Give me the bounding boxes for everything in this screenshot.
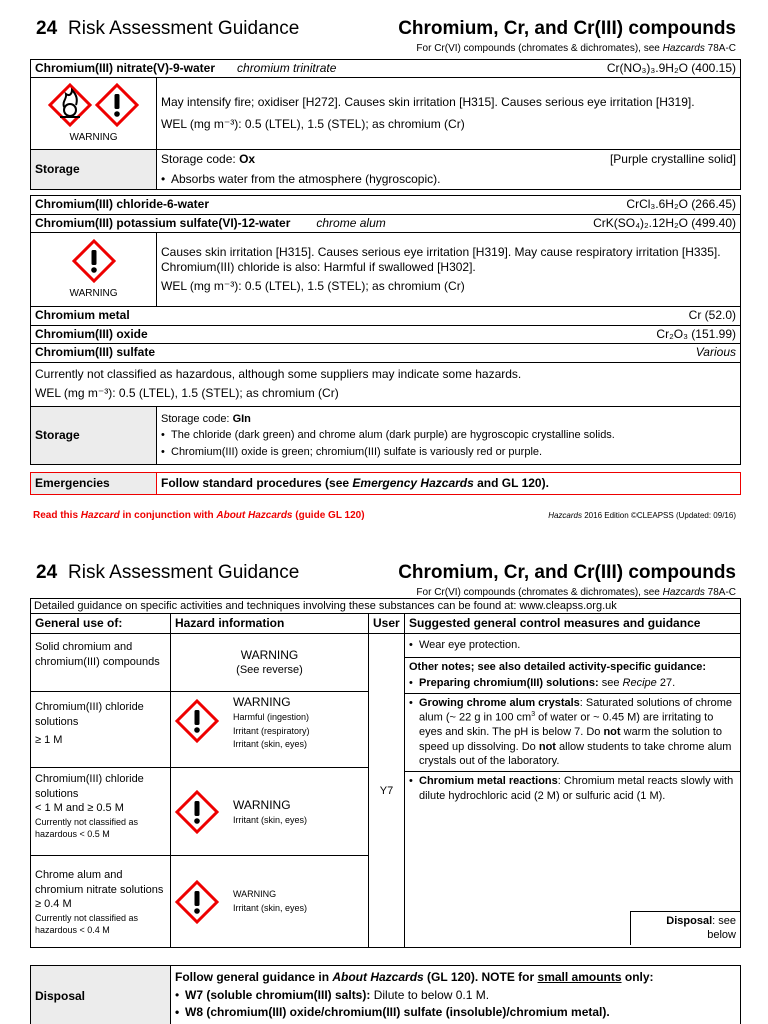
table-row xyxy=(31,233,741,307)
classification-note: Currently not classified as hazardous, although some suppliers may indicate some hazards. xyxy=(35,366,522,381)
card-title: Chromium, Cr, and Cr(III) compounds xyxy=(398,18,736,39)
hazard-statements-cell xyxy=(157,78,741,150)
control-cell xyxy=(405,634,741,948)
emergencies-label: Emergencies xyxy=(31,473,157,495)
exclamation-mark-icon xyxy=(72,239,116,283)
card-title: Chromium, Cr, and Cr(III) compounds xyxy=(398,562,736,583)
disposal-item: • W7 (soluble chromium(III) salts): Dilute to below 0.1 M. xyxy=(175,988,736,1004)
disposal-item: • W8 (chromium(III) oxide/chromium(III) sulfate (insoluble)/chromium metal). xyxy=(175,1005,736,1021)
signal-word: WARNING xyxy=(69,288,118,300)
control-item: • Wear eye protection. xyxy=(409,638,736,652)
chemical-alt-name: chromium trinitrate xyxy=(237,60,337,75)
chemical-name: Chromium(III) nitrate(V)-9-water xyxy=(35,60,216,75)
control-item: • Preparing chromium(III) solutions: see Recipe 27. xyxy=(409,676,736,690)
use-cell: Chromium(III) chloride solutions < 1 M and ≥ 0.5 M Currently not classified as hazardous < 0.5 M xyxy=(31,768,171,856)
hazard-statements-cell xyxy=(157,233,741,307)
storage-label: Storage xyxy=(31,150,157,190)
use-cell: Chrome alum and chromium nitrate solutions ≥ 0.4 M Currently not classified as hazardous < 0.4 M xyxy=(31,856,171,948)
storage-cell xyxy=(157,150,741,190)
pictogram-cell xyxy=(31,78,157,150)
chemical-formula: CrCl₃.6H₂O (266.45) xyxy=(626,197,736,211)
table-row xyxy=(31,634,741,692)
card-subtitle: For Cr(VI) compounds (chromates & dichromates), see Hazcards 78A-C xyxy=(416,43,736,54)
chemical-formula: CrK(SO₄)₂.12H₂O (499.40) xyxy=(593,215,736,230)
use-cell: Chromium(III) chloride solutions ≥ 1 M xyxy=(31,692,171,768)
pictogram-cell xyxy=(31,233,157,307)
column-header: Hazard information xyxy=(171,614,369,634)
table-row xyxy=(31,344,741,363)
exclamation-mark-icon xyxy=(95,83,139,127)
other-notes: Other notes; see also detailed activity-specific guidance: xyxy=(409,660,707,673)
hazard-cell: WARNING (See reverse) xyxy=(171,634,369,692)
storage-cell xyxy=(157,406,741,464)
chemical-formula: Cr₂O₃ (151.99) xyxy=(656,326,736,341)
page-footer xyxy=(33,510,736,526)
footer-edition: Hazcards 2016 Edition ©CLEAPSS (Updated: 09/16) xyxy=(548,511,736,520)
page-header xyxy=(36,558,736,598)
hazard-table xyxy=(30,59,741,465)
appearance: [Purple crystalline solid] xyxy=(609,151,736,166)
hazard-cell: WARNING Irritant (skin, eyes) xyxy=(171,768,369,856)
table-row xyxy=(31,966,741,1024)
classification-cell xyxy=(31,362,741,406)
chemical-name: Chromium(III) chloride-6-water xyxy=(35,197,210,211)
card-number: 24 xyxy=(36,18,58,39)
chemical-alt-name: chrome alum xyxy=(316,215,386,230)
storage-note: • Absorbs water from the atmosphere (hygroscopic). xyxy=(161,172,736,188)
disposal-guidance: Follow general guidance in About Hazcards (GL 120). NOTE for small amounts only: xyxy=(175,970,654,984)
table-row xyxy=(31,196,741,215)
table-row xyxy=(31,325,741,344)
card-subtitle: For Cr(VI) compounds (chromates & dichromates), see Hazcards 78A-C xyxy=(416,587,736,598)
exclamation-mark-icon xyxy=(175,699,219,743)
chemical-formula: Cr (52.0) xyxy=(688,308,736,323)
table-row xyxy=(31,78,741,150)
disposal-table xyxy=(30,965,741,1024)
table-row xyxy=(31,60,741,78)
emergencies-table xyxy=(30,472,741,495)
exclamation-mark-icon xyxy=(175,880,219,924)
table-row xyxy=(31,406,741,464)
disposal-label: Disposal xyxy=(31,966,171,1024)
footer-notice: Read this Hazcard in conjunction with About Hazcards (guide GL 120) xyxy=(33,510,365,521)
table-row xyxy=(31,150,741,190)
control-item: • Chromium metal reactions: Chromium metal reacts slowly with dilute hydrochloric acid (2 M) or sulfuric acid (1 M). xyxy=(409,774,736,803)
hazard-cell: WARNING Irritant (skin, eyes) xyxy=(171,856,369,948)
disposal-cell xyxy=(171,966,741,1024)
guidance-note: Detailed guidance on specific activities and techniques involving these substances can be found at: www.cleapss.org.uk xyxy=(31,599,741,614)
hazard-cell: WARNING Harmful (ingestion) Irritant (respiratory) Irritant (skin, eyes) xyxy=(171,692,369,768)
storage-label: Storage xyxy=(31,406,157,464)
hazard-statements: May intensify fire; oxidiser [H272]. Causes skin irritation [H315]. Causes serious eye irritation [H319]. xyxy=(161,94,695,109)
page-header xyxy=(36,14,736,54)
table-row xyxy=(31,362,741,406)
flame-over-circle-icon xyxy=(48,83,92,127)
section-title: Risk Assessment Guidance xyxy=(68,562,300,583)
table-row xyxy=(31,473,741,495)
emergencies-text: Follow standard procedures (see Emergency Hazcards and GL 120). xyxy=(157,473,741,495)
storage-code: Storage code: GIn xyxy=(161,412,251,425)
chemical-name: Chromium(III) sulfate xyxy=(35,345,156,360)
table-row xyxy=(31,307,741,326)
table-header-row xyxy=(31,614,741,634)
wel-statement: WEL (mg m⁻³): 0.5 (LTEL), 1.5 (STEL); as chromium (Cr) xyxy=(161,116,465,131)
hazard-statements: Causes skin irritation [H315]. Causes serious eye irritation [H319]. May cause respiratory irritation [H335]. Chromium(III) chloride is also: Harmful if swallowed [H302]. xyxy=(161,244,721,275)
exclamation-mark-icon xyxy=(175,790,219,834)
section-title: Risk Assessment Guidance xyxy=(68,18,300,39)
chemical-name: Chromium metal xyxy=(35,308,130,323)
user-code: Y7 xyxy=(369,634,405,948)
wel-statement: WEL (mg m⁻³): 0.5 (LTEL), 1.5 (STEL); as chromium (Cr) xyxy=(35,386,339,401)
chemical-formula: Various xyxy=(695,345,736,360)
signal-word: WARNING xyxy=(69,132,118,144)
wel-statement: WEL (mg m⁻³): 0.5 (LTEL), 1.5 (STEL); as chromium (Cr) xyxy=(161,278,465,293)
table-row xyxy=(31,214,741,233)
control-item: • Growing chrome alum crystals: Saturated solutions of chrome alum (~ 22 g in 100 $cm^3$ of water or ~ 0.45 M) are irritating to eyes and skin. The pH is below 7. Do not warm the solution to speed up dissolving. Do not allow students to take chrome alum crystals out of the laboratory. xyxy=(409,696,736,768)
control-measures-table xyxy=(30,598,741,948)
storage-note: • The chloride (dark green) and chrome alum (dark purple) are hygroscopic crystalline solids. xyxy=(161,428,736,442)
column-header: Suggested general control measures and guidance xyxy=(405,614,741,634)
hazcard-back xyxy=(0,548,768,1024)
storage-note: • Chromium(III) oxide is green; chromium(III) sulfate is variously red or purple. xyxy=(161,445,736,459)
table-row xyxy=(31,599,741,614)
chemical-name: Chromium(III) oxide xyxy=(35,326,148,341)
chemical-name: Chromium(III) potassium sulfate(VI)-12-water xyxy=(35,215,291,230)
column-header: General use of: xyxy=(31,614,171,634)
card-number: 24 xyxy=(36,562,58,583)
column-header: User xyxy=(369,614,405,634)
use-cell: Solid chromium and chromium(III) compounds xyxy=(31,634,171,692)
chemical-formula: Cr(NO₃)₃.9H₂O (400.15) xyxy=(606,60,736,75)
disposal-note: Disposal: see below xyxy=(630,911,740,945)
storage-code: Storage code: Ox xyxy=(161,151,256,166)
